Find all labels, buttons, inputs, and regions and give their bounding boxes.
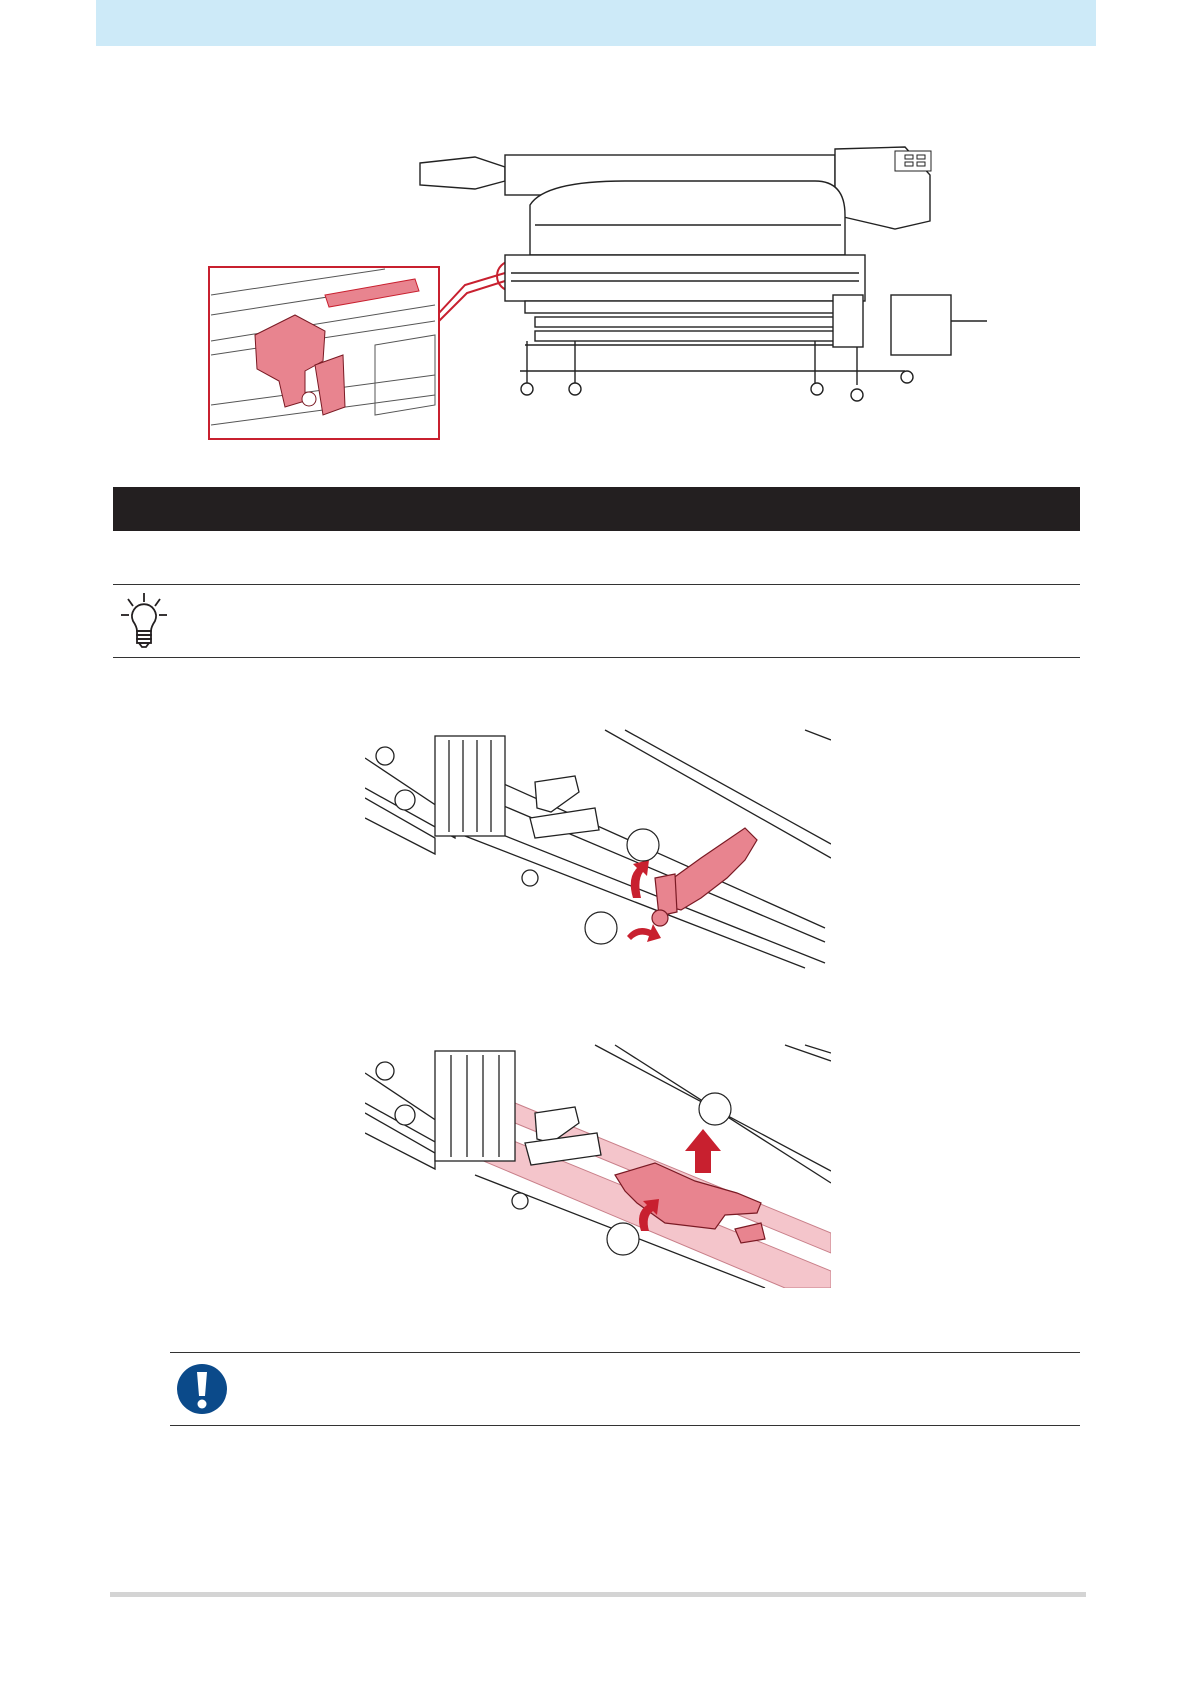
step-marker-b [607,1223,639,1255]
media-holder-highlight [652,828,757,926]
rotation-arrow-down [627,924,661,942]
control-panel [895,151,931,171]
holder-removal-figure [365,728,831,973]
footer-divider [110,1592,1086,1597]
exclamation-circle-icon [176,1363,228,1415]
printer-overview-figure [205,145,995,441]
important-note [170,1352,1080,1426]
holder-lift-illustration [365,1043,831,1288]
printer-body [420,147,987,385]
lift-arrow-up [685,1129,721,1173]
section-heading-bar [113,487,1080,531]
tip-note [113,584,1080,658]
page-header-band [96,0,1096,46]
holder-removal-illustration [365,728,831,973]
printer-overview-illustration [205,145,995,441]
step-marker-a [627,829,659,861]
lightbulb-icon [119,591,169,653]
step-marker-b [585,912,617,944]
step-marker-a [699,1093,731,1125]
printer-wheels [521,371,913,401]
holder-lift-figure [365,1043,831,1288]
